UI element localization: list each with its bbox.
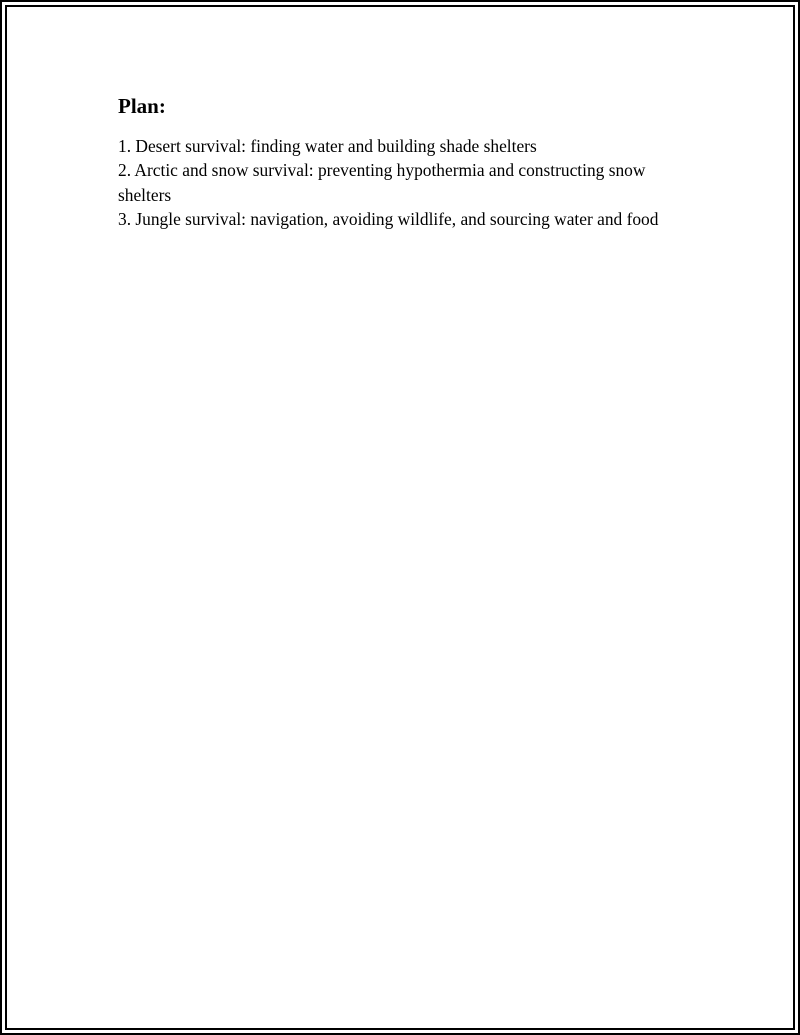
plan-item-jungle: 3. Jungle survival: navigation, avoiding wildlife, and sourcing water and food: [118, 208, 659, 229]
document-body: [118, 93, 688, 231]
plan-item-arctic: 2. Arctic and snow survival: preventing hypothermia and constructing snow shelters: [118, 160, 646, 205]
plan-heading: Plan:: [118, 94, 166, 118]
plan-item-desert: 1. Desert survival: finding water and building shade shelters: [118, 136, 537, 156]
plan-list: [118, 134, 688, 231]
